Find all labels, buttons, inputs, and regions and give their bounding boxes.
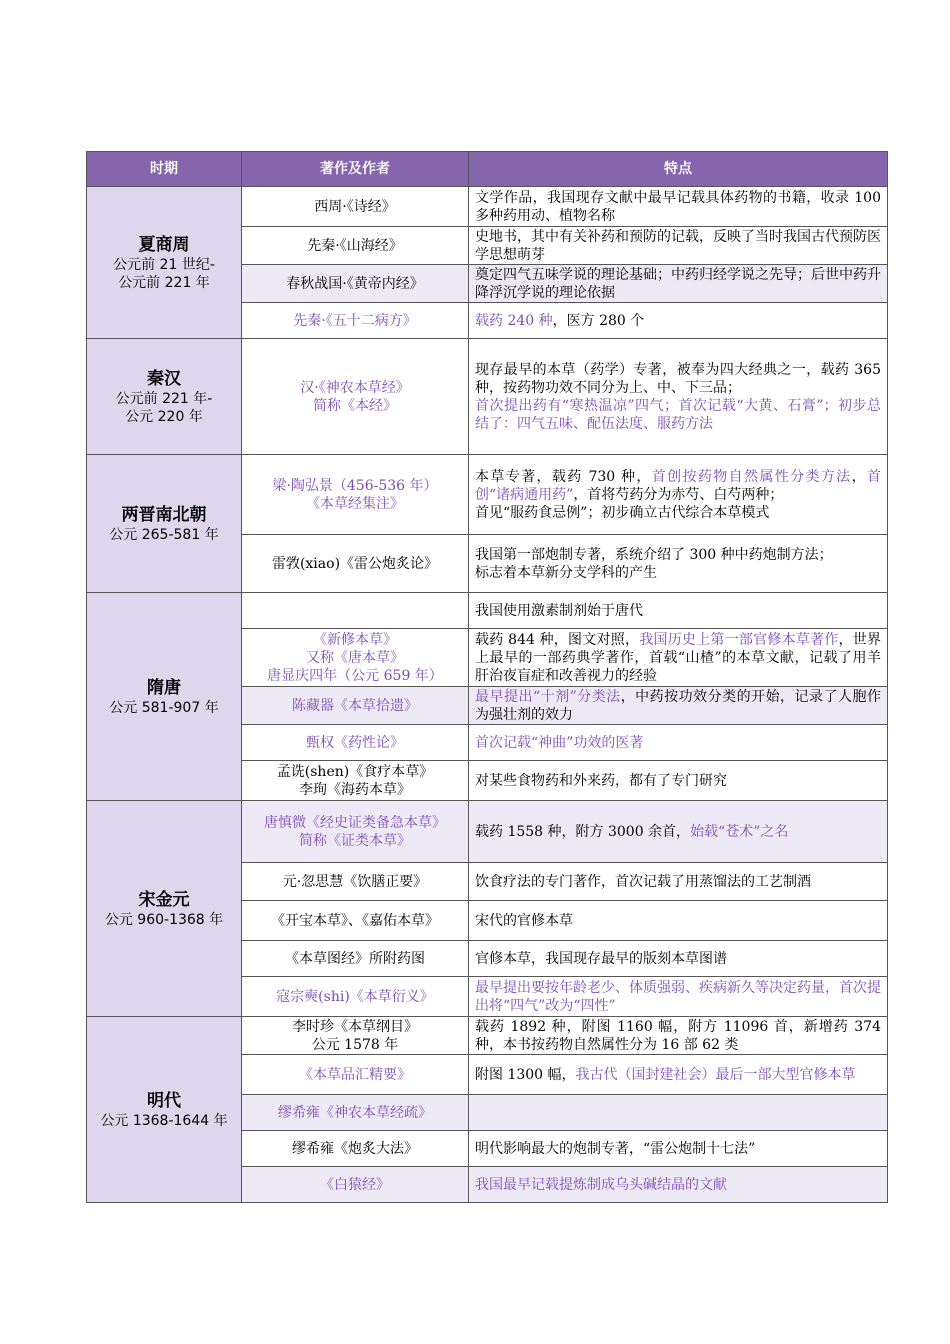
feature-cell [469, 977, 888, 1017]
header-features: 特点 [469, 152, 888, 187]
feature-cell [469, 455, 888, 535]
feature-text: 载药 1558 种，附方 3000 余首， [475, 823, 691, 840]
feature-text: 本草专著，载药 730 种， [475, 468, 652, 485]
feature-cell [469, 1095, 888, 1131]
table-row [87, 455, 888, 535]
feature-text: 我古代（国封建社会）最后一部大型官修本草 [575, 1066, 856, 1083]
feature-cell [469, 227, 888, 265]
work-title: 雷敩(xiao)《雷公炮炙论》 [271, 555, 439, 572]
feature-text: ，首将芍药分为赤芍、白芍两种； [573, 486, 784, 503]
work-cell [242, 455, 469, 535]
work-title: 先秦·《五十二病方》 [293, 312, 417, 329]
work-title: 孟诜(shen)《食疗本草》 [276, 763, 434, 780]
feature-cell [469, 1167, 888, 1203]
feature-text: 最早提出要按年龄老少、体质强弱、疾病新久等决定药量，首次提出将“四气”改为“四性” [475, 979, 881, 1014]
feature-cell [469, 901, 888, 941]
table-row [87, 1017, 888, 1055]
feature-cell [469, 629, 888, 687]
work-cell [242, 339, 469, 455]
feature-text: 官修本草，我国现存最早的版刻本草图谱 [475, 950, 727, 967]
work-title: 先秦·《山海经》 [307, 237, 403, 254]
feature-text: 始载“苍术”之名 [690, 823, 789, 840]
feature-text: 标志着本草新分支学科的产生 [475, 564, 657, 581]
work-cell [242, 977, 469, 1017]
period-range: 公元前 221 年 [118, 274, 210, 291]
work-cell [242, 687, 469, 725]
period-name: 隋唐 [147, 677, 181, 698]
work-title: 公元 1578 年 [311, 1036, 399, 1053]
work-cell [242, 629, 469, 687]
period-name: 宋金元 [138, 889, 190, 910]
feature-text: 我国使用激素制剂始于唐代 [475, 602, 643, 619]
feature-text: 载药 1892 种，附图 1160 幅，附方 11096 首，新增药 374 种，本书按药物自然属性分为 16 部 62 类 [475, 1018, 881, 1053]
feature-text: 首创按药物自然属性分类方法 [651, 468, 852, 485]
work-title: 李珣《海药本草》 [299, 781, 411, 798]
feature-cell [469, 761, 888, 801]
period-range: 公元 1368-1644 年 [100, 1112, 228, 1129]
feature-text: 首次记载“神曲”功效的医著 [475, 734, 644, 751]
table-body [87, 187, 888, 1203]
feature-text: ，中药按功效分类的开始，记录了人胞作为强壮剂的效力 [475, 688, 881, 723]
feature-text: 史地书，其中有关补药和预防的记载，反映了当时我国古代预防医学思想萌芽 [475, 228, 881, 263]
history-table [86, 151, 888, 1203]
feature-cell [469, 1131, 888, 1167]
table-row [87, 801, 888, 863]
feature-text: 首创“诸病通用药” [475, 468, 881, 503]
feature-text: 文学作品，我国现存文献中最早记载具体药物的书籍，收录 100 多种药用动、植物名称 [475, 189, 881, 224]
feature-text: 最早提出“十剂”分类法 [475, 688, 621, 705]
feature-text: 明代影响最大的炮制专著，“雷公炮制十七法” [475, 1140, 756, 1157]
period-name: 秦汉 [147, 368, 181, 389]
feature-cell [469, 725, 888, 761]
header-works: 著作及作者 [242, 152, 469, 187]
period-range: 公元 220 年 [125, 408, 203, 425]
table-row [87, 339, 888, 455]
work-cell [242, 1017, 469, 1055]
work-cell [242, 1095, 469, 1131]
work-cell [242, 761, 469, 801]
work-title: 缪希雍《神农本草经疏》 [278, 1104, 432, 1121]
work-cell [242, 801, 469, 863]
feature-text: 现存最早的本草（药学）专著，被奉为四大经典之一，载药 365 种，按药物功效不同分为上、中、下三品； [475, 361, 881, 396]
work-cell [242, 593, 469, 629]
work-title: 李时珍《本草纲目》 [292, 1018, 418, 1035]
period-cell [87, 339, 242, 455]
work-title: 《本草品汇精要》 [299, 1066, 411, 1083]
work-cell [242, 1131, 469, 1167]
work-title: 西周·《诗经》 [314, 198, 396, 215]
feature-text: ， [851, 468, 867, 485]
period-range: 公元 265-581 年 [109, 526, 219, 543]
feature-cell [469, 535, 888, 593]
period-cell [87, 187, 242, 339]
period-name: 明代 [147, 1090, 181, 1111]
work-cell [242, 265, 469, 303]
work-cell [242, 535, 469, 593]
work-title: 甄权《药性论》 [306, 734, 404, 751]
feature-cell [469, 1055, 888, 1095]
feature-text: 附图 1300 幅， [475, 1066, 576, 1083]
work-title: 春秋战国·《黄帝内经》 [286, 275, 424, 292]
work-cell [242, 303, 469, 339]
work-cell [242, 227, 469, 265]
work-title: 《本草图经》所附药图 [285, 950, 425, 967]
work-title: 唐显庆四年（公元 659 年） [267, 667, 443, 684]
feature-cell [469, 863, 888, 901]
feature-cell [469, 187, 888, 227]
period-range: 公元 581-907 年 [109, 699, 219, 716]
work-title: 缪希雍《炮炙大法》 [292, 1140, 418, 1157]
feature-text: 宋代的官修本草 [475, 912, 573, 929]
header-period: 时期 [87, 152, 242, 187]
work-cell [242, 901, 469, 941]
feature-text: 对某些食物药和外来药，都有了专门研究 [475, 772, 727, 789]
table-row [87, 593, 888, 629]
feature-text: 首次提出药有“寒热温凉”四气；首次记载“大黄、石膏”；初步总结了：四气五味、配伍法度、服药方法 [475, 397, 881, 432]
period-range: 公元前 21 世纪- [113, 256, 215, 273]
work-title: 《白猿经》 [320, 1176, 390, 1193]
period-name: 夏商周 [138, 234, 190, 255]
work-cell [242, 941, 469, 977]
work-title: 寇宗奭(shi)《本草衍义》 [276, 988, 434, 1005]
feature-cell [469, 303, 888, 339]
work-cell [242, 1055, 469, 1095]
work-title: 又称《唐本草》 [306, 649, 404, 666]
period-cell [87, 455, 242, 593]
period-cell [87, 1017, 242, 1203]
feature-text: 我国第一部炮制专著，系统介绍了 300 种中药炮制方法； [475, 546, 833, 563]
period-range: 公元前 221 年- [115, 390, 213, 407]
feature-text: 载药 844 种，图文对照， [475, 631, 640, 648]
work-title: 汉·《神农本草经》 [300, 379, 410, 396]
work-cell [242, 863, 469, 901]
work-title: 简称《本经》 [313, 397, 397, 414]
feature-cell [469, 1017, 888, 1055]
feature-cell [469, 941, 888, 977]
feature-text: 首见“服药食忌例”；初步确立古代综合本草模式 [475, 504, 770, 521]
feature-cell [469, 801, 888, 863]
feature-cell [469, 265, 888, 303]
period-cell [87, 593, 242, 801]
table-row [87, 187, 888, 227]
work-title: 唐慎微《经史证类备急本草》 [264, 814, 446, 831]
feature-cell [469, 339, 888, 455]
feature-text: ，医方 280 个 [552, 312, 645, 329]
period-range: 公元 960-1368 年 [104, 911, 224, 928]
work-title: 简称《证类本草》 [299, 832, 411, 849]
header-row [87, 152, 888, 187]
work-cell [242, 187, 469, 227]
feature-text: ，世界上最早的一部药典学著作，首载“山楂”的本草文献，记载了用羊肝治夜盲症和改善视力的经验 [475, 631, 882, 684]
work-title: 梁·陶弘景（456-536 年） [272, 477, 438, 494]
feature-cell [469, 593, 888, 629]
period-name: 两晋南北朝 [121, 504, 207, 525]
work-cell [242, 1167, 469, 1203]
period-cell [87, 801, 242, 1017]
work-title: 《开宝本草》、《嘉佑本草》 [271, 912, 439, 929]
feature-text: 饮食疗法的专门著作，首次记载了用蒸馏法的工艺制酒 [475, 873, 811, 890]
work-title: 《本草经集注》 [306, 495, 404, 512]
feature-text: 我国历史上第一部官修本草著作 [639, 631, 839, 648]
work-cell [242, 725, 469, 761]
feature-cell [469, 687, 888, 725]
work-title: 《新修本草》 [313, 631, 397, 648]
feature-text: 载药 240 种 [475, 312, 553, 329]
feature-text: 我国最早记载提炼制成乌头碱结晶的文献 [475, 1176, 727, 1193]
work-title: 陈藏器《本草拾遗》 [292, 697, 418, 714]
work-title: 元·忽思慧《饮膳正要》 [282, 873, 428, 890]
feature-text: 奠定四气五味学说的理论基础；中药归经学说之先导；后世中药升降浮沉学说的理论依据 [475, 266, 881, 301]
